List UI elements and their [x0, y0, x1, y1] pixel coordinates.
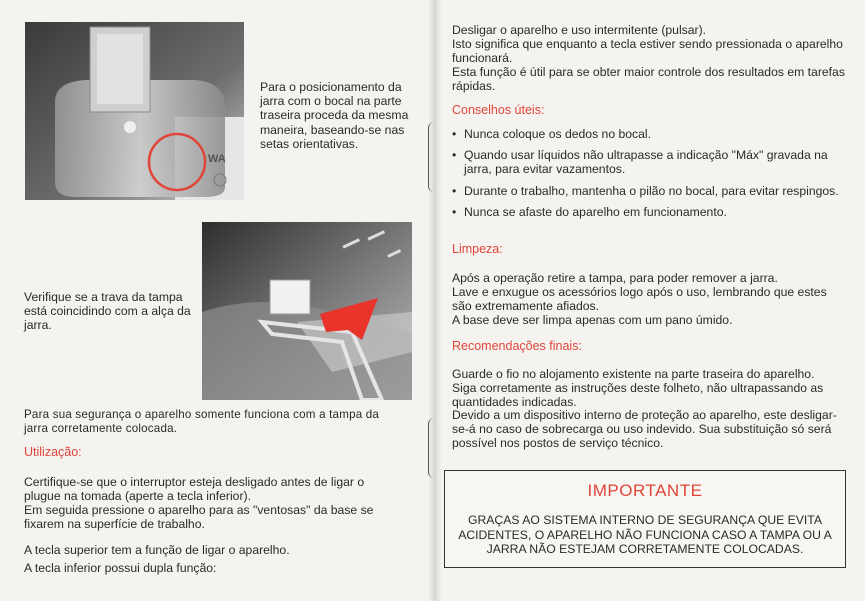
final-paragraph-2: Siga corretamente as instruções deste folheto, não ultrapassando as quantidades indicadas.	[452, 381, 824, 410]
list-item: • Quando usar líquidos não ultrapasse a indicação "Máx" gravada na jarra, para evitar vazamentos.	[452, 148, 852, 176]
usage-paragraph-1: Certifique-se que o interruptor esteja desligado antes de ligar o plugue na tomada (aperte a tecla inferior).	[24, 475, 365, 504]
heading-usage: Utilização:	[24, 445, 82, 459]
cleaning-paragraph-3: A base deve ser limpa apenas com um pano úmido.	[452, 313, 733, 327]
usage-paragraph-4: A tecla inferior possui dupla função:	[24, 561, 217, 575]
jar-positioning-photo	[25, 22, 244, 200]
final-paragraph-1: Guarde o fio no alojamento existente na parte traseira do aparelho.	[452, 367, 815, 381]
heading-final-recommendations: Recomendações finais:	[452, 339, 582, 353]
usage-paragraph-3: A tecla superior tem a função de ligar o aparelho.	[24, 543, 290, 557]
caption-jar-positioning: Para o posicionamento da jarra com o bocal na parte traseira proceda da mesma maneira, baseando-se nas setas orientativas.	[260, 80, 409, 151]
important-body: GRAÇAS AO SISTEMA INTERNO DE SEGURANÇA QUE EVITA ACIDENTES, O APARELHO NÃO FUNCIONA CASO A TAMPA OU A JARRA NÃO ESTEJAM CORRETAMENTE COLOCADAS.	[458, 513, 832, 556]
important-title: IMPORTANTE	[587, 481, 703, 500]
safety-note: Para sua segurança o aparelho somente funciona com a tampa da jarra corretamente colocada.	[24, 408, 380, 436]
pulse-paragraph-2: Isto significa que enquanto a tecla estiver sendo pressionada o aparelho funcionará.	[452, 37, 843, 66]
important-box	[444, 470, 846, 568]
tips-list	[452, 127, 852, 226]
pulse-paragraph-3: Esta função é útil para se obter maior controle dos resultados em tarefas rápidas.	[452, 65, 845, 94]
book-spine	[428, 0, 442, 601]
caption-lid-lock: Verifique se a trava da tampa está coincidindo com a alça da jarra.	[24, 290, 191, 333]
final-paragraph-3: Devido a um dispositivo interno de proteção ao aparelho, este desligar-se-á no caso de sobrecarga ou uso indevido. Sua substituição só será possível nos postos de serviço técnico.	[452, 408, 837, 451]
pulse-paragraph-1: Desligar o aparelho e uso intermitente (pulsar).	[452, 23, 707, 37]
list-item: • Nunca coloque os dedos no bocal.	[452, 127, 852, 141]
heading-tips: Conselhos úteis:	[452, 103, 545, 117]
spine-mark-top	[428, 122, 437, 192]
list-item: • Durante o trabalho, mantenha o pilão no bocal, para evitar respingos.	[452, 184, 852, 198]
lid-lock-photo	[202, 222, 412, 400]
usage-paragraph-2: Em seguida pressione o aparelho para as "ventosas" da base se fixarem na superfície de trabalho.	[24, 503, 374, 532]
list-item: • Nunca se afaste do aparelho em funcionamento.	[452, 205, 852, 219]
heading-cleaning: Limpeza:	[452, 242, 503, 256]
cleaning-paragraph-1: Após a operação retire a tampa, para poder remover a jarra.	[452, 271, 778, 285]
cleaning-paragraph-2: Lave e enxugue os acessórios logo após o uso, lembrando que estes são extremamente afiados.	[452, 285, 827, 314]
brand-mark-text: WA	[208, 153, 226, 165]
spine-mark-bottom	[428, 418, 437, 478]
